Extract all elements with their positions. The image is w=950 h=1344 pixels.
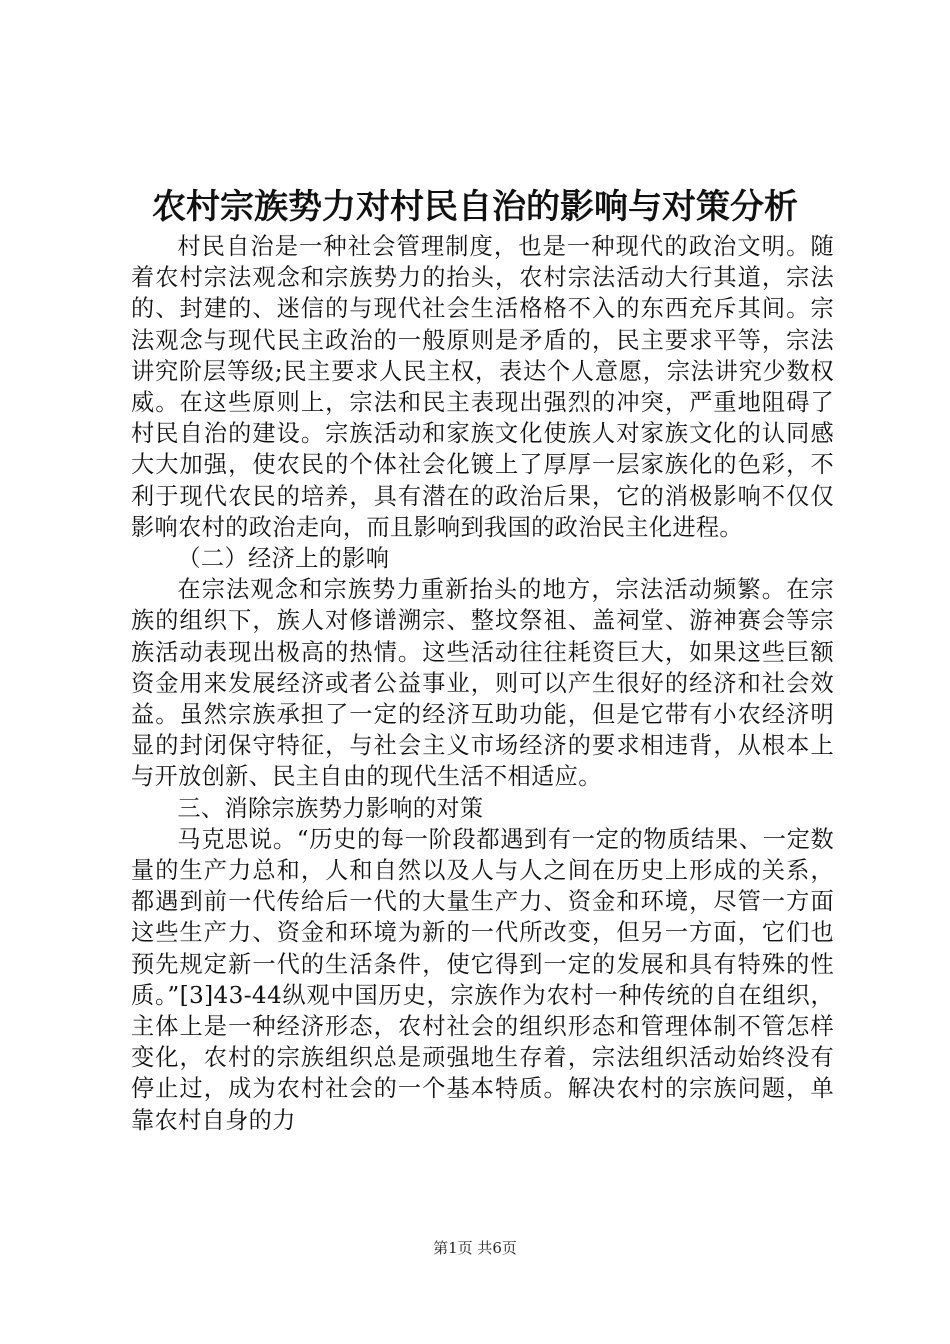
paragraph-economic-impact: 在宗法观念和宗族势力重新抬头的地方，宗法活动频繁。在宗族的组织下，族人对修谱溯宗、整坟祭祖、盖祠堂、游神赛会等宗族活动表现出极高的热情。这些活动往往耗资巨大，如果这些巨额资金用来发展经济或者公益事业，则可以产生很好的经济和社会效益。虽然宗族承担了一定的经济互助功能，但是它带有小农经济明显的封闭保守特征，与社会主义市场经济的要求相违背，从根本上与开放创新、民主自由的现代生活不相适应。 — [131, 576, 834, 791]
paragraph-political-impact: 村民自治是一种社会管理制度，也是一种现代的政治文明。随着农村宗法观念和宗族势力的抬头，农村宗法活动大行其道，宗法的、封建的、迷信的与现代社会生活格格不入的东西充斥其间。宗法观念与现代民主政治的一般原则是矛盾的，民主要求平等，宗法讲究阶层等级;民主要求人民主权，表达个人意愿，宗法讲究少数权威。在这些原则上，宗法和民主表现出强烈的冲突，严重地阻碍了村民自治的建设。宗族活动和家族文化使族人对家族文化的认同感大大加强，使农民的个体社会化镀上了厚厚一层家族化的色彩，不利于现代农民的培养，具有潜在的政治后果，它的消极影响不仅仅影响农村的政治走向，而且影响到我国的政治民主化进程。 — [131, 233, 834, 541]
document-title: 农村宗族势力对村民自治的影响与对策分析 — [152, 187, 798, 227]
paragraph-marx-quote: 马克思说。“历史的每一阶段都遇到有一定的物质结果、一定数量的生产力总和，人和自然以及人与人之间在历史上形成的关系，都遇到前一代传给后一代的大量生产力、资金和环境，尽管一方面这些生产力、资金和环境为新的一代所改变，但另一方面，它们也预先规定新一代的生活条件，使它得到一定的发展和具有特殊的性质。”[3]43-44纵观中国历史，宗族作为农村一种传统的自在组织，主体上是一种经济形态，农村社会的组织形态和管理体制不管怎样变化，农村的宗族组织总是顽强地生存着，宗法组织活动始终没有停止过，成为农村社会的一个基本特质。解决农村的宗族问题，单靠农村自身的力 — [131, 825, 834, 1134]
document-body — [131, 231, 834, 1136]
page-number-footer: 第1页 共6页 — [433, 1239, 517, 1257]
heading-countermeasures: 三、消除宗族势力影响的对策 — [177, 794, 484, 822]
heading-economic-impact: （二）经济上的影响 — [177, 545, 390, 573]
